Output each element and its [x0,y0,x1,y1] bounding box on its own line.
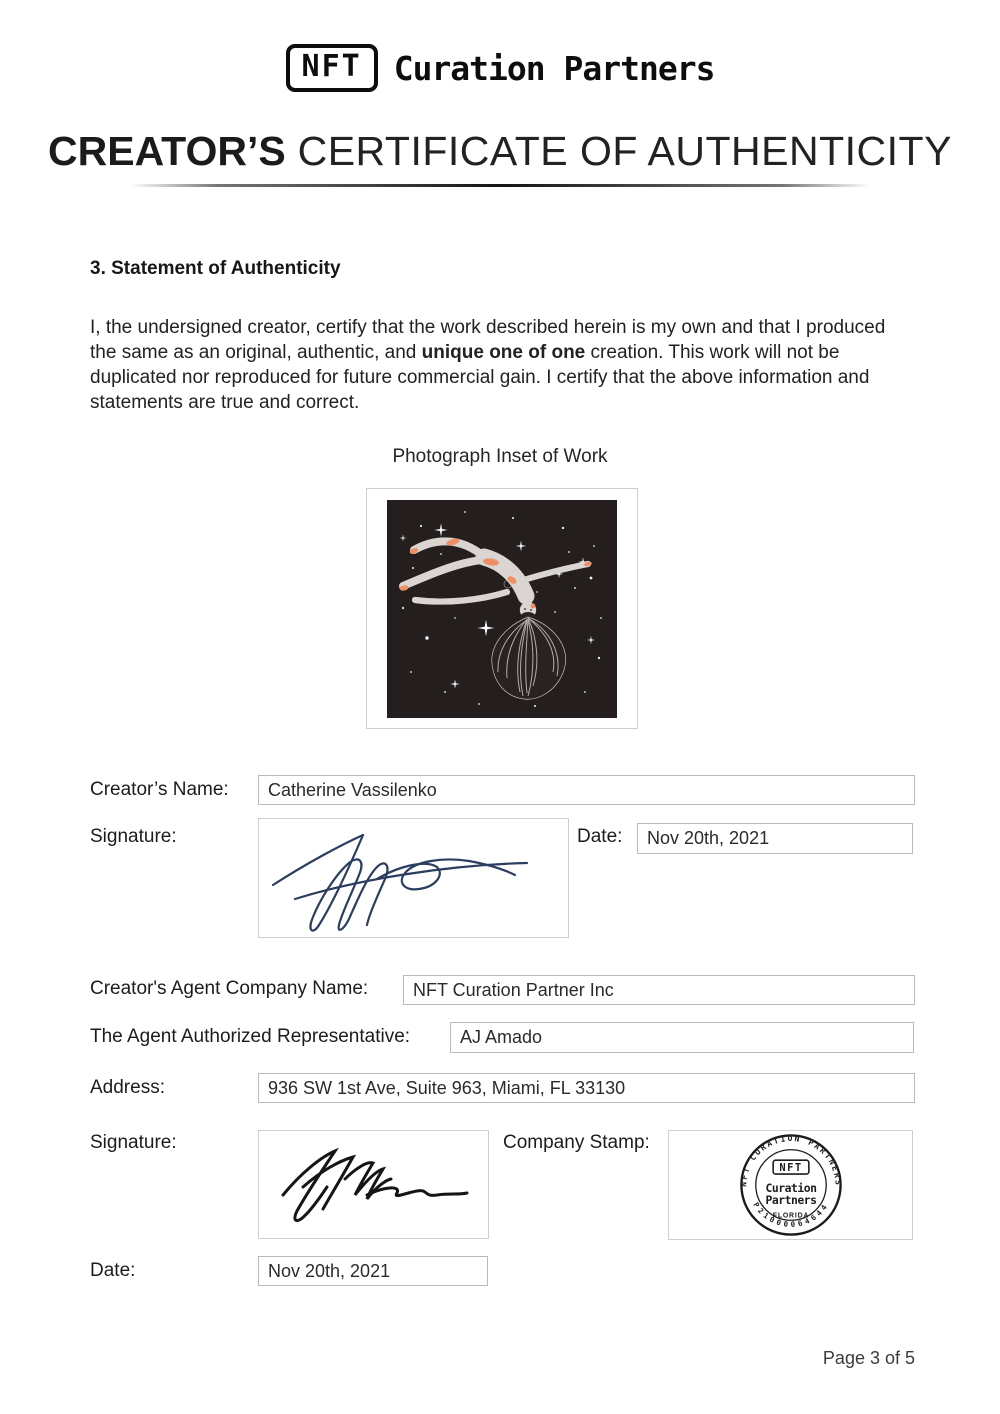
page-title [0,128,1000,175]
agent-company-value: NFT Curation Partner Inc [413,979,614,1000]
agent-date-value: Nov 20th, 2021 [268,1260,391,1281]
agent-signature-field[interactable] [258,1130,489,1239]
stamp-arc-top-text: NFT CURATION PARTNERS [739,1134,843,1188]
stamp-curation-text: Curation [765,1180,817,1195]
representative-value: AJ Amado [460,1027,543,1047]
agent-date-field[interactable] [258,1256,488,1286]
creator-name-label: Creator’s Name: [90,779,229,800]
creator-date-value: Nov 20th, 2021 [647,828,770,848]
creator-date-label: Date: [577,826,623,847]
title-bold: CREATOR’S [48,128,286,174]
photo-caption: Photograph Inset of Work [392,446,608,467]
title-rest: CERTIFICATE OF AUTHENTICITY [285,128,952,174]
brand-logo [0,44,1000,92]
creator-date-field[interactable] [637,823,913,854]
stamp-florida-text: FLORIDA [772,1212,810,1220]
statement-text-post: creation. This work will not be duplicated nor reproduced for future commercial gain. I certify that the above information and statements are true and correct. [90,342,870,413]
stamp-nft-text: NFT [779,1162,803,1175]
section-heading: 3. Statement of Authenticity [90,258,341,279]
stamp-partners-text: Partners [765,1192,817,1207]
page-number: Page 3 of 5 [822,1348,915,1368]
representative-label: The Agent Authorized Representative: [90,1026,411,1047]
nft-logo-text: NFT [301,49,362,84]
agent-company-label: Creator's Agent Company Name: [90,978,369,999]
statement-text-pre: I, the undersigned creator, certify that the work described herein is my own and that I produced the same as an original, authentic, and [90,317,886,363]
statement-text-bold: unique one of one [421,342,586,363]
address-label: Address: [90,1077,165,1098]
artwork-frame [366,488,638,729]
logo-wordmark: Curation Partners [393,48,715,88]
company-stamp-field [668,1130,913,1240]
address-value: 936 SW 1st Ave, Suite 963, Miami, FL 33130 [268,1077,626,1098]
company-stamp-label: Company Stamp: [503,1132,650,1153]
creator-signature-image [259,819,568,937]
creator-name-field[interactable] [258,775,915,805]
agent-signature-label: Signature: [90,1132,177,1153]
address-field[interactable] [258,1073,915,1103]
representative-field[interactable] [450,1022,914,1053]
company-stamp-seal [669,1130,912,1240]
artwork-image [387,500,617,718]
agent-date-label: Date: [90,1260,136,1281]
agent-signature-image [259,1131,488,1238]
statement-paragraph [90,315,905,415]
nft-logo-box [286,44,378,92]
creator-name-value: Catherine Vassilenko [268,779,437,800]
stamp-arc-bottom-text: P21000064644 [751,1200,831,1230]
agent-company-field[interactable] [403,975,915,1005]
title-underline-divider [130,184,870,187]
creator-signature-label: Signature: [90,826,177,847]
creator-signature-field[interactable] [258,818,569,938]
